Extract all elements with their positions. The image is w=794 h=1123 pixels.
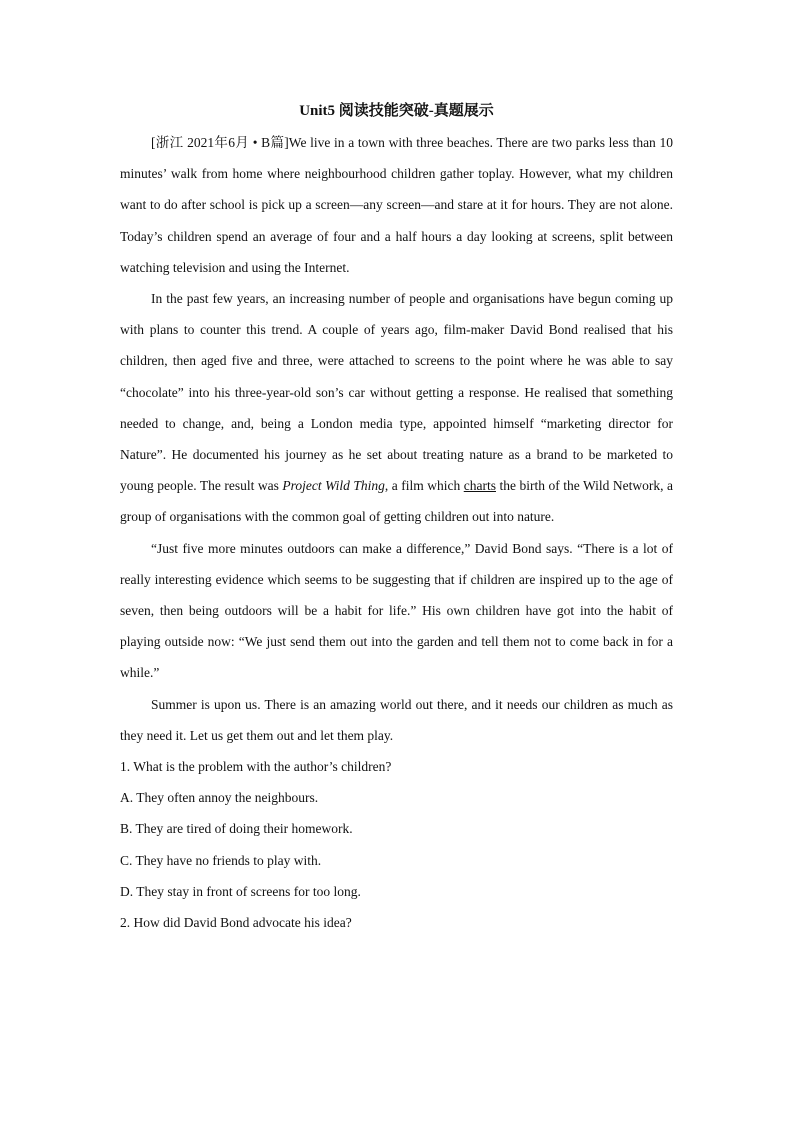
paragraph-2 bbox=[120, 283, 673, 533]
document-title: Unit5 阅读技能突破-真题展示 bbox=[299, 103, 494, 119]
paragraph-2-text-c: the birth of the Wild Network, a group of organisations with the common goal of getting children out into nature. bbox=[120, 478, 674, 525]
document-page bbox=[120, 96, 673, 938]
underlined-word: charts bbox=[463, 478, 496, 494]
question-1-stem: 1. What is the problem with the author’s children? bbox=[120, 759, 392, 775]
question-2-stem: 2. How did David Bond advocate his idea? bbox=[120, 915, 352, 931]
question-1-option-a: A. They often annoy the neighbours. bbox=[120, 790, 319, 806]
question-1-option-c: C. They have no friends to play with. bbox=[120, 852, 322, 868]
paragraph-4: Summer is upon us. There is an amazing world out there, and it needs our children as much as they need it. Let us get them out and let them play. bbox=[120, 696, 673, 743]
paragraph-2-text-a: In the past few years, an increasing number of people and organisations have begun coming up with plans to counter this trend. A couple of years ago, film-maker David Bond realised that his children, then aged five and three, were attached to screens to the point where he was able to say “chocolate” into his three-year-old son’s car without getting a response. He realised that something needed to change, and, being a London media type, appointed himself “marketing director for Nature”. He documented his journey as he set about treating nature as a brand to be marketed to young people. The result was bbox=[120, 291, 673, 494]
paragraph-1: [浙江 2021年6月 • B篇]We live in a town with three beaches. There are two parks less than 10 minutes’ walk from home where neighbourhood children gather toplay. However, what my children want to do after school is pick up a screen—any screen—and stare at it for hours. They are not alone. Today’s children spend an average of four and a half hours a day looking at screens, split between watching television and using the Internet. bbox=[120, 135, 673, 275]
film-title: Project Wild Thing bbox=[282, 478, 385, 494]
question-1-option-d: D. They stay in front of screens for too long. bbox=[120, 883, 361, 899]
paragraph-2-text-b: , a film which bbox=[384, 478, 464, 494]
paragraph-3: “Just five more minutes outdoors can make a difference,” David Bond says. “There is a lot of really interesting evidence which seems to be suggesting that if children are inspired up to the age of seven, then being outdoors will be a habit for life.” His own children have got into the habit of playing outside now: “We just send them out into the garden and tell them not to come back in for a while.” bbox=[120, 540, 673, 681]
question-1-option-b: B. They are tired of doing their homework. bbox=[120, 821, 353, 837]
